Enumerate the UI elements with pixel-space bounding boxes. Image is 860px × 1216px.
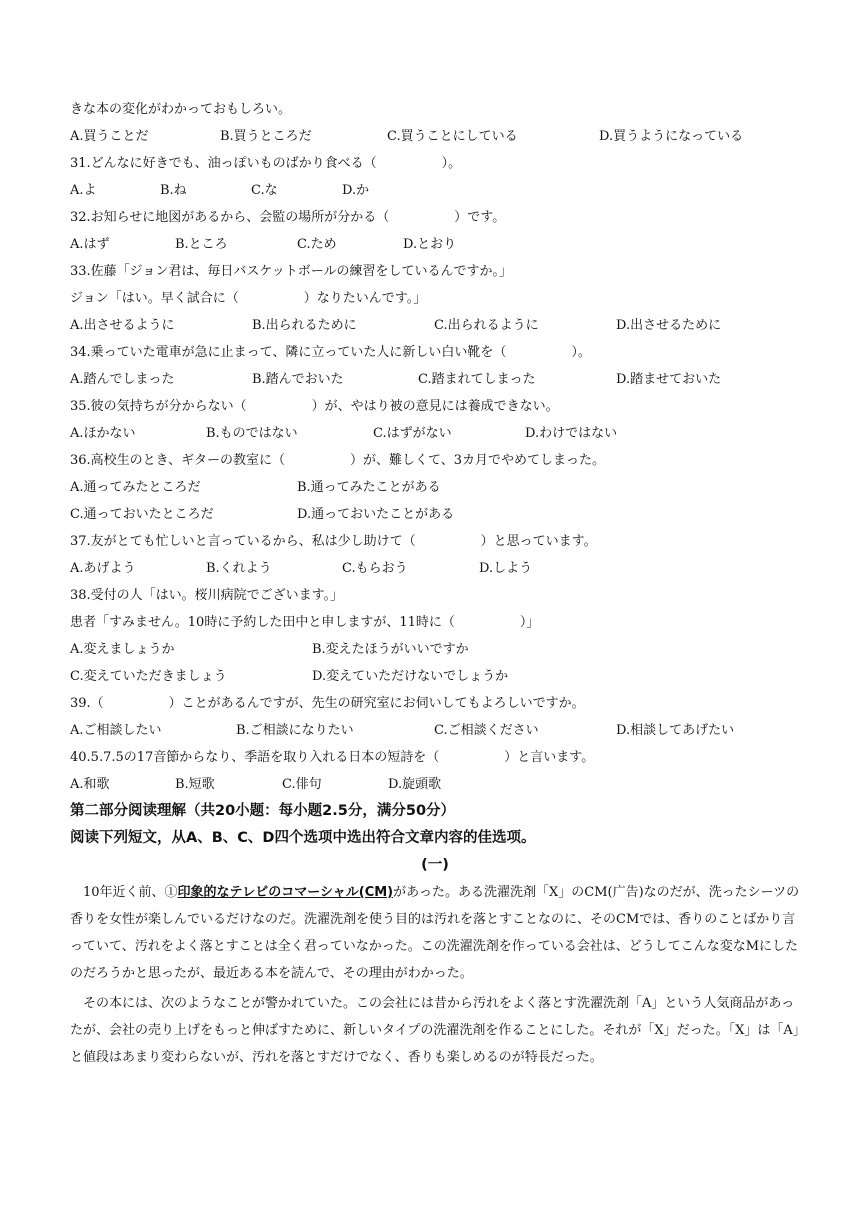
q35-option-a: A.ほかない: [70, 426, 136, 441]
q34-option-d: D.踏ませておいた: [616, 372, 722, 387]
part2-title: 第二部分阅读理解（共20小题：每小题2.5分，满分50分）: [70, 803, 456, 819]
passage-number: (一): [421, 857, 449, 873]
paragraph-1-prefix: 10年近く前、①: [83, 885, 178, 900]
q40-option-d: D.旋頭歌: [388, 777, 442, 792]
exam-page: [70, 96, 800, 1071]
q31-stem: 31.どんなに好きでも、油っぽいものばかり食べる（ ）。: [70, 156, 462, 171]
q31-option-c: C.な: [251, 183, 278, 198]
q38-stem: 38.受付の人「はい。桜川病院でございます。」: [70, 588, 344, 603]
passage-paragraph-1: [70, 879, 800, 987]
q30-option-c: C.買うことにしている: [387, 129, 518, 144]
q37-option-c: C.もらおう: [342, 561, 408, 576]
q31-option-d: D.か: [342, 183, 370, 198]
q37-options: [70, 555, 800, 582]
q32-options: [70, 231, 800, 258]
q34-option-a: A.踏んでしまった: [70, 372, 175, 387]
q31-option-a: A.よ: [70, 183, 97, 198]
q35-stem: 35.彼の気持ちが分からない（ ）が、やはり被の意見には養成できない。: [70, 399, 559, 414]
q32-option-b: B.ところ: [175, 237, 228, 252]
q38-option-c: C.変えていただきましょう: [70, 669, 227, 684]
q30-continuation: きな本の変化がわかっておもしろい。: [70, 102, 292, 117]
q33-options: [70, 312, 800, 339]
q33-option-d: D.出させるために: [616, 318, 722, 333]
q38-options-row1: [70, 636, 800, 663]
q40-stem: 40.5.7.5の17音節からなり、季語を取り入れる日本の短詩を（ ）と言います。: [70, 750, 595, 765]
q33-option-c: C.出られるように: [434, 318, 539, 333]
q33-option-a: A.出させるように: [70, 318, 175, 333]
q36-stem: 36.高校生のとき、ギターの教室に（ ）が、難しくて、3カ月でやめてしまった。: [70, 453, 606, 468]
q40-options: [70, 771, 800, 798]
q40-option-c: C.俳句: [282, 777, 322, 792]
q38-stem-2: 患者「すみません。10時に予約した田中と申しますが、11時に（ ）」: [70, 615, 540, 630]
q34-options: [70, 366, 800, 393]
q40-option-b: B.短歌: [175, 777, 215, 792]
q30-options: [70, 123, 800, 150]
q39-stem: 39.（ ）ことがあるんですが、先生の研究室にお伺いしてもよろしいですか。: [70, 696, 585, 711]
q34-option-b: B.踏んでおいた: [252, 372, 344, 387]
q36-options-row1: [70, 474, 800, 501]
q36-option-d: D.通っておいたことがある: [297, 507, 455, 522]
q33-stem: 33.佐藤「ジョン君は、毎日バスケットボールの練習をしているんですか。」: [70, 264, 513, 279]
q38-options-row2: [70, 663, 800, 690]
q33-stem-2: ジョン「はい。早く試合に（ ）なりたいんです。」: [70, 291, 427, 306]
q38-option-a: A.変えましょうか: [70, 642, 175, 657]
q36-options-row2: [70, 501, 800, 528]
q39-option-b: B.ご相談になりたい: [236, 723, 354, 738]
q37-option-d: D.しよう: [479, 561, 533, 576]
q36-option-c: C.通っておいたところだ: [70, 507, 214, 522]
q34-option-c: C.踏まれてしまった: [418, 372, 536, 387]
q36-option-a: A.通ってみたところだ: [70, 480, 201, 495]
q30-option-b: B.買うところだ: [220, 129, 312, 144]
paragraph-1-text: があった。ある洗濯洗剤「X」のCM(广告)なのだが、洗ったシーツの香りを女性が楽しんでいるだけなのだ。洗濯洗剤を使う目的は汚れを落とすことなのに、そのCMでは、香りのことばかり言っていて、汚れをよく落とすことは全く君っていなかった。この洗濯洗剤を作っている会社は、どうしてこんな変なMにしたのだろうかと思ったが、最近ある本を読んで、その理由がわかった。: [70, 885, 800, 981]
q32-option-d: D.とおり: [403, 237, 457, 252]
q39-options: [70, 717, 800, 744]
q35-option-b: B.ものではない: [206, 426, 298, 441]
q32-stem: 32.お知らせに地図があるから、会監の場所が分かる（ ）です。: [70, 210, 506, 225]
q39-option-d: D.相談してあげたい: [616, 723, 735, 738]
q32-option-c: C.ため: [297, 237, 337, 252]
q34-stem: 34.乗っていた電車が急に止まって、隣に立っていた人に新しい白い靴を（ ）。: [70, 345, 591, 360]
q32-option-a: A.はず: [70, 237, 110, 252]
q38-option-d: D.変えていただけないでしょうか: [312, 669, 509, 684]
q35-option-c: C.はずがない: [373, 426, 452, 441]
q31-options: [70, 177, 800, 204]
q37-option-a: A.あげよう: [70, 561, 136, 576]
q36-option-b: B.通ってみたことがある: [297, 480, 441, 495]
q38-option-b: B.変えたほうがいいですか: [312, 642, 469, 657]
q30-option-d: D.買うようになっている: [599, 129, 744, 144]
q35-options: [70, 420, 800, 447]
q39-option-c: C.ご相談ください: [434, 723, 539, 738]
q37-stem: 37.友がとても忙しいと言っているから、私は少し助けて（ ）と思っています。: [70, 534, 597, 549]
q31-option-b: B.ね: [160, 183, 187, 198]
q35-option-d: D.わけではない: [525, 426, 618, 441]
q33-option-b: B.出られるために: [252, 318, 357, 333]
passage-paragraph-2: その本には、次のようなことが警かれていた。この会社には昔から汚れをよく落とす洗濯洗剤「A」という人気商品があったが、会社の売り上げをもっと伸ばすために、新しいタイプの洗濯洗剤を作ることにした。それが「X」だった。「X」は「A」と値段はあまり変わらないが、汚れを落とすだけでなく、香りも楽しめるのが特長だった。: [70, 996, 800, 1065]
part2-instruction: 阅读下列短文，从A、B、C、D四个选项中选出符合文章内容的佳选项。: [70, 830, 536, 846]
q37-option-b: B.くれよう: [206, 561, 272, 576]
underlined-phrase: 印象的なテレビのコマーシャル(CM): [177, 885, 394, 900]
q39-option-a: A.ご相談したい: [70, 723, 162, 738]
q40-option-a: A.和歌: [70, 777, 110, 792]
q30-option-a: A.買うことだ: [70, 129, 149, 144]
